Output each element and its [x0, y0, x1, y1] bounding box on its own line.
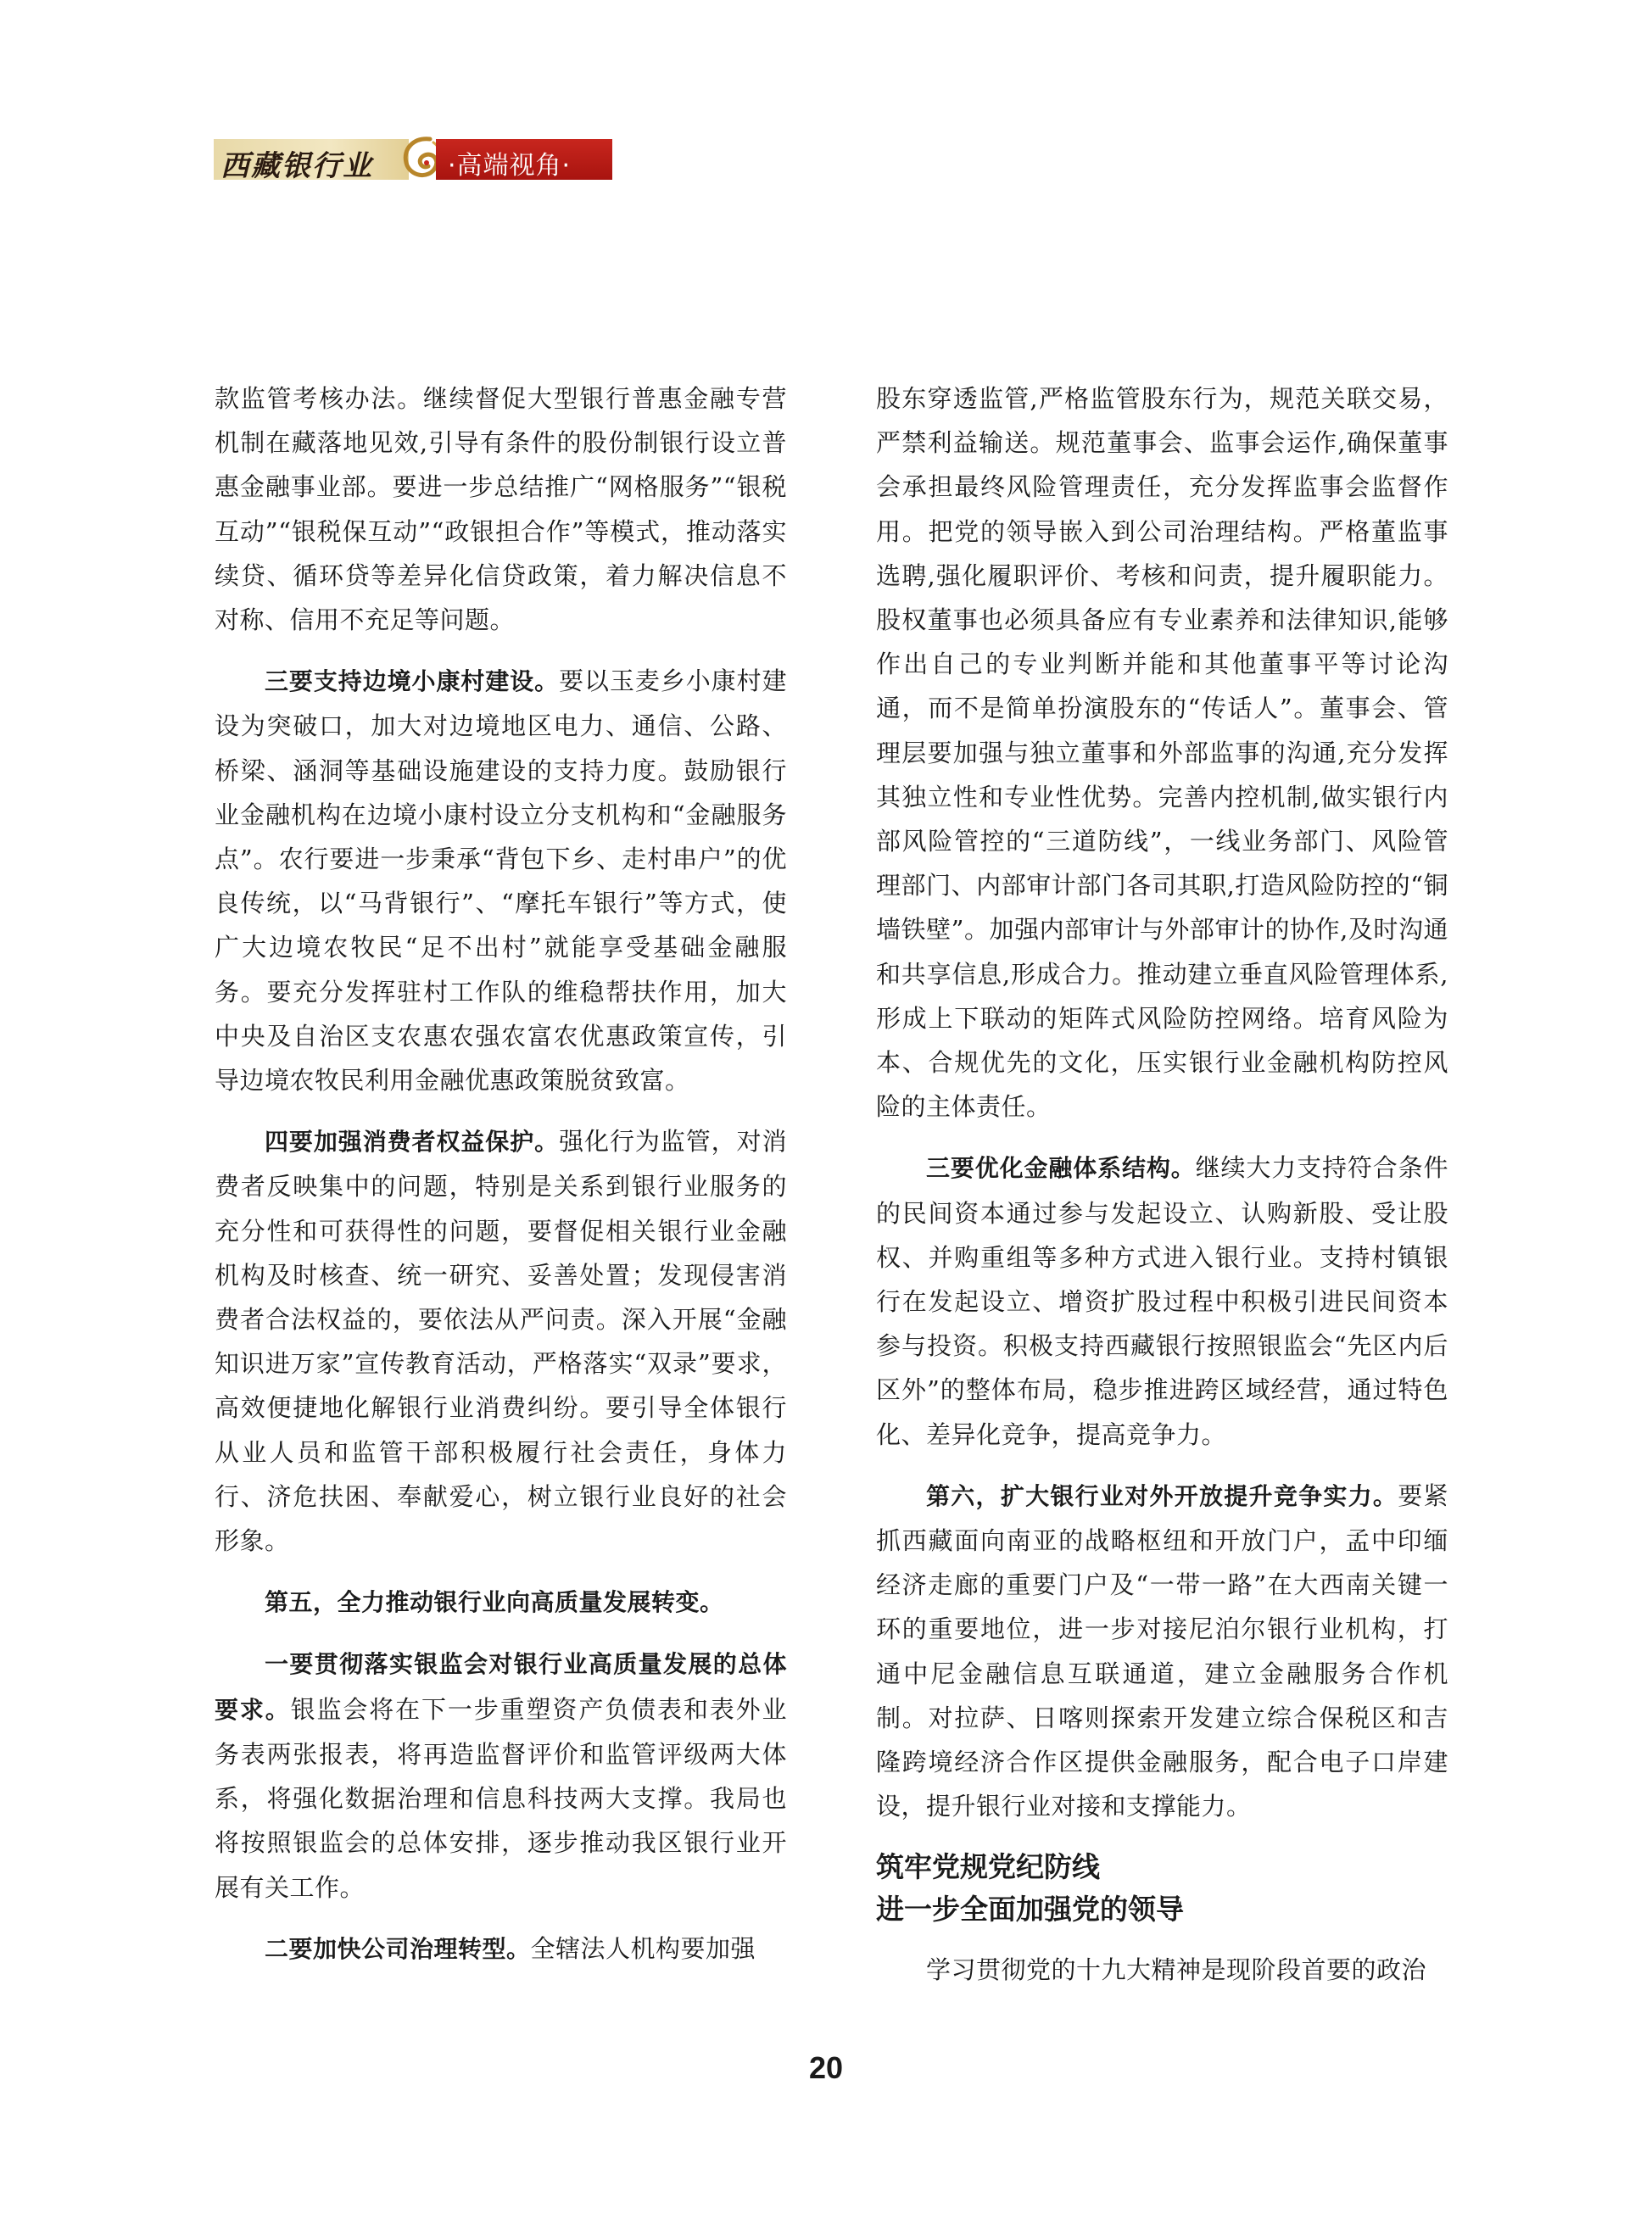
paragraph-body: 继续大力支持符合条件的民间资本通过参与发起设立、认购新股、受让股权、并购重组等多种方式进入银行业。支持村镇银行在发起设立、增资扩股过程中积极引进民间资本参与投资。积极支持西藏银行按照银监会“先区内后区外”的整体布局，稳步推进跨区域经营，通过特色化、差异化竞争，提高竞争力。	[876, 1153, 1448, 1449]
paragraph-body: 强化行为监管，对消费者反映集中的问题，特别是关系到银行业服务的充分性和可获得性的问题，要督促相关银行业金融机构及时核查、统一研究、妥善处置；发现侵害消费者合法权益的，要依法从严问责。深入开展“金融知识进万家”宣传教育活动，严格落实“双录”要求，高效便捷地化解银行业消费纠纷。要引导全体银行从业人员和监管干部积极履行社会责任，身体力行、济危扶困、奉献爱心，树立银行业良好的社会形象。	[215, 1127, 787, 1556]
paragraph	[215, 1580, 787, 1625]
paragraph-body: 银监会将在下一步重塑资产负债表和表外业务表两张报表，将再造监督评价和监管评级两大体系，将强化数据治理和信息科技两大支撑。我局也将按照银监会的总体安排，逐步推动我区银行业开展有关工作。	[215, 1694, 787, 1902]
paragraph: 股东穿透监管,严格监管股东行为，规范关联交易，严禁利益输送。规范董事会、监事会运作,确保董事会承担最终风险管理责任，充分发挥监事会监督作用。把党的领导嵌入到公司治理结构。严格董监事选聘,强化履职评价、考核和问责，提升履职能力。股权董事也必须具备应有专业素养和法律知识,能够作出自己的专业判断并能和其他董事平等讨论沟通，而不是简单扮演股东的“传话人”。董事会、管理层要加强与独立董事和外部监事的沟通,充分发挥其独立性和专业性优势。完善内控机制,做实银行内部风险管控的“三道防线”，一线业务部门、风险管理部门、内部审计部门各司其职,打造风险防控的“铜墙铁壁”。加强内部审计与外部审计的协作,及时沟通和共享信息,形成合力。推动建立垂直风险管理体系,形成上下联动的矩阵式风险防控网络。培育风险为本、合规优先的文化，压实银行业金融机构防控风险的主体责任。	[876, 384, 1448, 1122]
section-heading-line: 进一步全面加强党的领导	[876, 1892, 1184, 1926]
masthead-banner	[214, 134, 612, 185]
paragraph-body: 要以玉麦乡小康村建设为突破口，加大对边境地区电力、通信、公路、桥梁、涵洞等基础设施建设的支持力度。鼓励银行业金融机构在边境小康村设立分支机构和“金融服务点”。农行要进一步秉承“背包下乡、走村串户”的优良传统，以“马背银行”、“摩托车银行”等方式，使广大边境农牧民“足不出村”就能享受基础金融服务。要充分发挥驻村工作队的维稳帮扶作用，加大中央及自治区支农惠农强农富农优惠政策宣传，引导边境农牧民利用金融优惠政策脱贫致富。	[215, 666, 787, 1096]
page-number: 20	[808, 2050, 844, 2085]
section-label: ·高端视角·	[448, 151, 572, 181]
paragraph-lead: 第五，全力推动银行业向高质量发展转变。	[265, 1588, 724, 1617]
section-heading-line: 筑牢党规党纪防线	[876, 1849, 1100, 1883]
paragraph-lead: 三要优化金融体系结构。	[926, 1154, 1196, 1183]
paragraph-lead: 第六，扩大银行业对外开放提升竞争实力。	[926, 1481, 1398, 1510]
paragraph-lead: 三要支持边境小康村建设。	[265, 667, 560, 696]
paragraph-lead: 二要加快公司治理转型。	[265, 1934, 531, 1963]
section-label-box	[436, 139, 612, 180]
paragraph-body: 全辖法人机构要加强	[530, 1933, 756, 1963]
paragraph	[876, 1146, 1448, 1456]
right-column	[876, 376, 1448, 1992]
masthead-logo-text: 西藏银行业	[220, 149, 373, 183]
paragraph-body: 要紧抓西藏面向南亚的战略枢纽和开放门户，孟中印缅经济走廊的重要门户及“一带一路”在大西南关键一环的重要地位，进一步对接尼泊尔银行业机构，打通中尼金融信息互联通道，建立金融服务合作机制。对拉萨、日喀则探索开发建立综合保税区和吉隆跨境经济合作区提供金融服务，配合电子口岸建设，提升银行业对接和支撑能力。	[876, 1481, 1448, 1821]
left-column	[215, 376, 787, 1971]
paragraph-lead: 一要贯彻落实银监会对银行业高质量发展的总体要求。	[215, 1650, 787, 1724]
paragraph	[215, 1642, 787, 1909]
paragraph	[215, 659, 787, 1102]
paragraph: 学习贯彻党的十九大精神是现阶段首要的政治	[926, 1955, 1427, 1984]
paragraph-lead: 四要加强消费者权益保护。	[265, 1128, 560, 1157]
section-heading	[876, 1846, 1448, 1931]
paragraph: 款监管考核办法。继续督促大型银行普惠金融专营机制在藏落地见效,引导有条件的股份制银行设立普惠金融事业部。要进一步总结推广“网格服务”“银税互动”“银税保互动”“政银担合作”等模式，推动落实续贷、循环贷等差异化信贷政策，着力解决信息不对称、信用不充足等问题。	[215, 384, 787, 635]
masthead-logo	[214, 139, 409, 183]
paragraph	[215, 1119, 787, 1563]
paragraph	[215, 1927, 787, 1971]
paragraph	[876, 1474, 1448, 1829]
